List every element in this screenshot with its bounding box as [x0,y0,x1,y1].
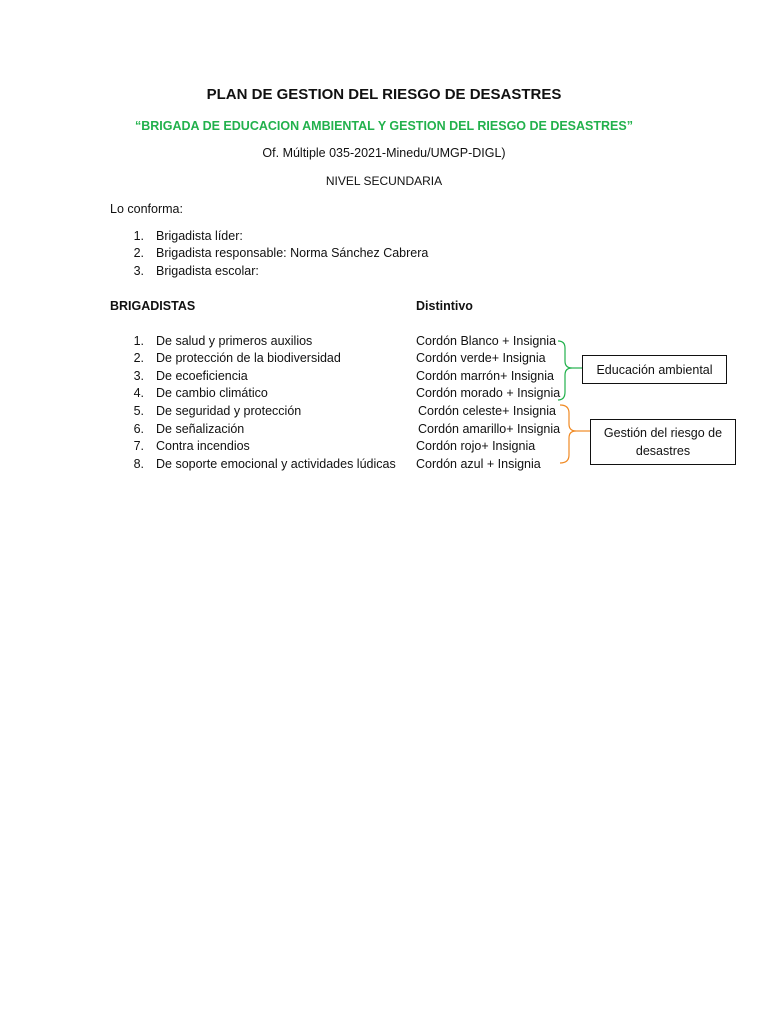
column-header-brigadistas: BRIGADISTAS [110,299,196,313]
column-header-distintivo: Distintivo [416,299,473,313]
brigada-number: 1. [133,334,144,348]
oficio-reference: Of. Múltiple 035-2021-Minedu/UMGP-DIGL) [262,146,506,160]
brigada-name: De ecoeficiencia [156,369,248,383]
brace-ambiental [558,341,572,400]
brace-riesgo [560,405,576,463]
brigada-name: De seguridad y protección [156,404,302,418]
brigada-number: 6. [133,422,144,436]
brigada-name: De protección de la biodiversidad [156,351,341,365]
brigada-name: De señalización [156,422,245,436]
list-item-number: 2. [133,246,144,260]
brigada-distintivo: Cordón verde+ Insignia [416,351,546,365]
brigada-name: De salud y primeros auxilios [156,334,313,348]
brigada-distintivo: Cordón amarillo+ Insignia [418,422,561,436]
brigada-name: Contra incendios [156,439,250,453]
group-box-educacion-ambiental: Educación ambiental [582,355,727,384]
list-item: Brigadista escolar: [156,264,259,278]
brigada-number: 2. [133,351,144,365]
brigada-distintivo: Cordón marrón+ Insignia [416,369,554,383]
list-item-number: 3. [133,264,144,278]
brigada-distintivo: Cordón azul + Insignia [416,457,541,471]
brigada-name: De soporte emocional y actividades lúdicas [156,457,396,471]
list-item: Brigadista responsable: Norma Sánchez Cabrera [156,246,429,260]
brigada-number: 8. [133,457,144,471]
brigada-distintivo: Cordón Blanco + Insignia [416,334,557,348]
brigada-number: 5. [133,404,144,418]
list-item: Brigadista líder: [156,229,243,243]
brigada-name: De cambio climático [156,386,268,400]
conforma-label: Lo conforma: [110,202,183,216]
brigada-number: 7. [133,439,144,453]
nivel-label: NIVEL SECUNDARIA [325,174,443,188]
brigada-number: 3. [133,369,144,383]
brigada-number: 4. [133,386,144,400]
brigada-distintivo: Cordón morado + Insignia [416,386,561,400]
list-item-number: 1. [133,229,144,243]
page-subtitle: “BRIGADA DE EDUCACION AMBIENTAL Y GESTION DEL RIESGO DE DESASTRES” [135,119,633,133]
page-title: PLAN DE GESTION DEL RIESGO DE DESASTRES [206,86,562,103]
brigada-distintivo: Cordón celeste+ Insignia [418,404,556,418]
group-box-gestion-riesgo: Gestión del riesgo de desastres [590,419,736,465]
brigada-distintivo: Cordón rojo+ Insignia [416,439,536,453]
